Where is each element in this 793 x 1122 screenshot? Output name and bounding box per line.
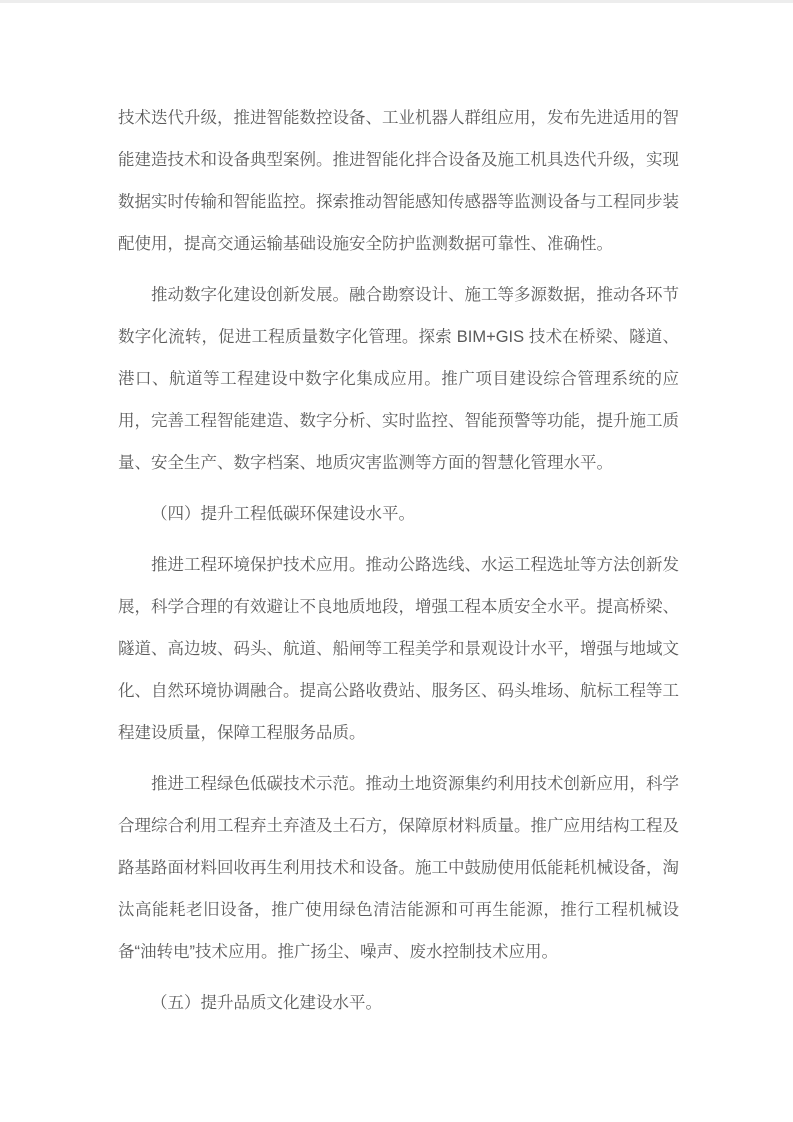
paragraph-green-low-carbon: 推进工程绿色低碳技术示范。推动土地资源集约利用技术创新应用，科学合理综合利用工程弃土弃渣及土石方，保障原材料质量。推广应用结构工程及路基路面材料回收再生利用技术和设备。施工中鼓励使用低能耗机械设备，淘汰高能耗老旧设备，推广使用绿色清洁能源和可再生能源，推行工程机械设备“油转电”技术应用。推广扬尘、噪声、废水控制技术应用。	[118, 775, 679, 961]
section-heading-five: （五）提升品质文化建设水平。	[151, 994, 382, 1012]
paragraph-smart-construction-continuation: 技术迭代升级，推进智能数控设备、工业机器人群组应用，发布先进适用的智能建造技术和设备典型案例。推进智能化拌合设备及施工机具迭代升级，实现数据实时传输和智能监控。探索推动智能感知传感器等监测设备与工程同步装配使用，提高交通运输基础设施安全防护监测数据可靠性、准确性。	[118, 109, 679, 253]
paragraph-environmental-protection: 推进工程环境保护技术应用。推动公路选线、水运工程选址等方法创新发展，科学合理的有效避让不良地质地段，增强工程本质安全水平。提高桥梁、隧道、高边坡、码头、航道、船闸等工程美学和景观设计水平，增强与地域文化、自然环境协调融合。提高公路收费站、服务区、码头堆场、航标工程等工程建设质量，保障工程服务品质。	[118, 556, 679, 742]
section-heading-four: （四）提升工程低碳环保建设水平。	[151, 505, 415, 523]
paragraph-digital-construction: 推动数字化建设创新发展。融合勘察设计、施工等多源数据，推动各环节数字化流转，促进工程质量数字化管理。探索 BIM+GIS 技术在桥梁、隧道、港口、航道等工程建设中数字化集成应用。推广项目建设综合管理系统的应用，完善工程智能建造、数字分析、实时监控、智能预警等功能，提升施工质量、安全生产、数字档案、地质灾害监测等方面的智慧化管理水平。	[118, 286, 679, 472]
